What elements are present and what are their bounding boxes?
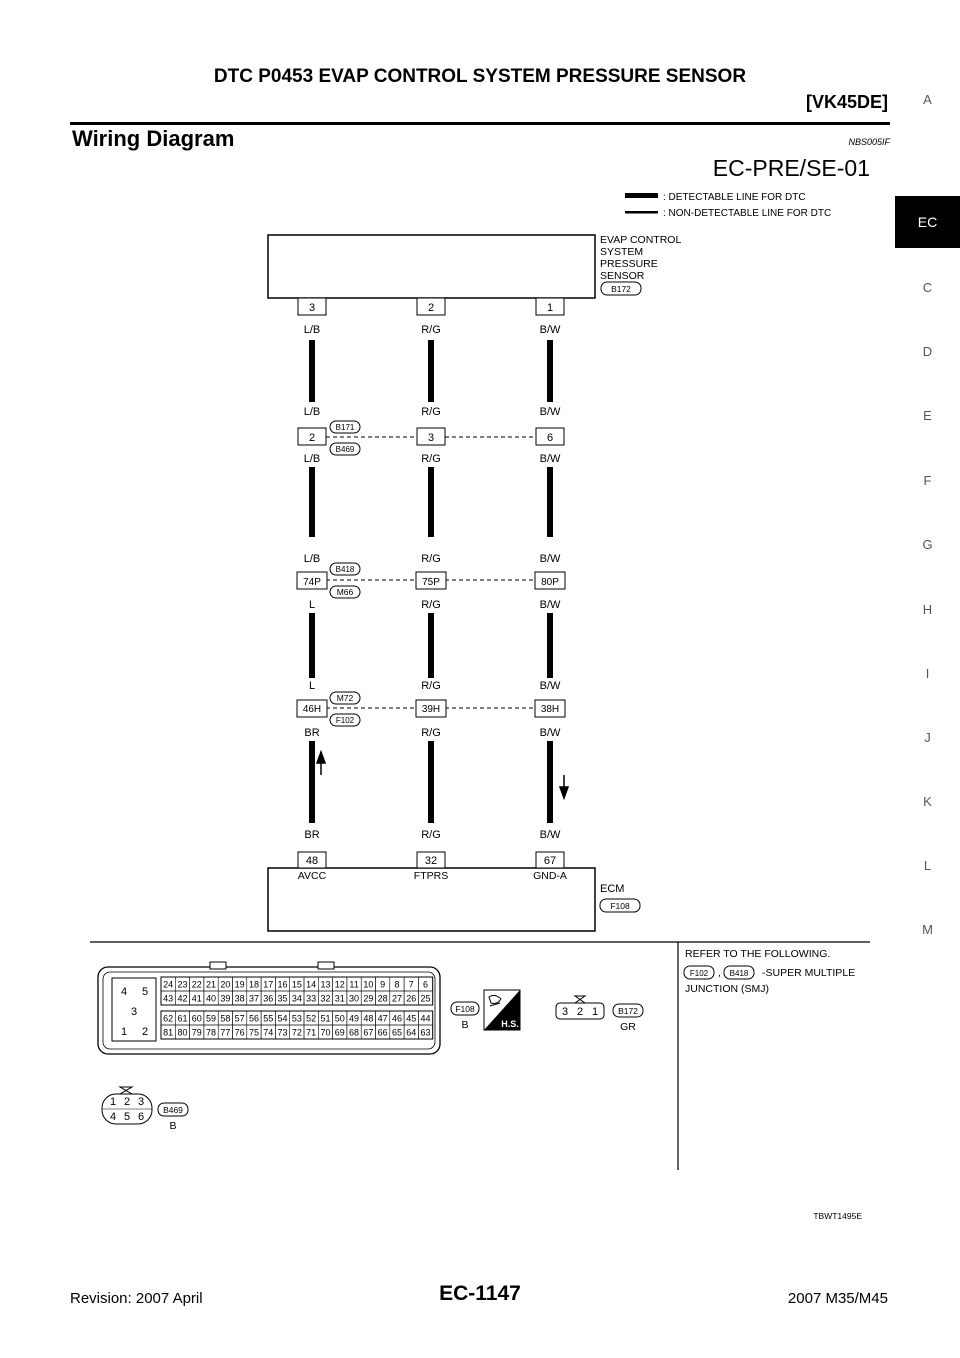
f108-latch [318, 962, 334, 969]
diagram-id: EC-PRE/SE-01 [712, 155, 870, 181]
wire-color-label: B/W [539, 829, 561, 841]
wire-color-label: L/B [303, 453, 321, 465]
refer-line-1: REFER TO THE FOLLOWING. [685, 948, 831, 960]
f108-pin-label: 3 [130, 1006, 138, 1018]
wire-color-label: R/G [421, 453, 441, 465]
f108-pin-number: 50 [334, 1013, 345, 1024]
junction-pin-label: 39H [421, 704, 441, 715]
f108-pin-number: 27 [391, 993, 402, 1004]
index-tab-d[interactable]: D [922, 344, 933, 359]
f108-view-label: F108 [455, 1004, 475, 1014]
f108-pin-number: 36 [263, 993, 274, 1004]
wire-color-label: B/W [539, 553, 561, 565]
f108-pin-number: 20 [220, 979, 231, 990]
f108-pin-number: 33 [306, 993, 317, 1004]
b172-pin-label: 1 [591, 1006, 599, 1018]
index-tab-g[interactable]: G [922, 537, 933, 552]
f108-pin-number: 25 [420, 993, 431, 1004]
b172-color-label: GR [620, 1021, 636, 1033]
f108-pin-number: 29 [363, 993, 374, 1004]
f108-pin-number: 76 [234, 1027, 245, 1038]
f108-pin-number: 37 [248, 993, 259, 1004]
wire-color-label: BR [304, 829, 320, 841]
f108-pin-number: 6 [423, 979, 429, 990]
wire-line [547, 467, 553, 537]
connector-face-b172 [556, 996, 643, 1033]
refer-connector-2: B418 [729, 969, 749, 978]
connector-label: F102 [335, 716, 355, 725]
wire-color-label: L/B [303, 553, 321, 565]
section-title: Wiring Diagram [72, 126, 235, 151]
refer-line-2: -SUPER MULTIPLE [762, 967, 856, 979]
f108-pin-number: 7 [408, 979, 414, 990]
wire-color-label: B/W [539, 324, 561, 336]
f108-pin-number: 30 [349, 993, 360, 1004]
wire-line [547, 340, 553, 402]
junction-pin-label: 75P [422, 577, 440, 588]
sensor-connector-label: B172 [611, 284, 631, 294]
b469-pin-label: 6 [137, 1111, 145, 1123]
figure-code: TBWT1495E [813, 1211, 862, 1221]
wire-color-label: BR [304, 727, 320, 739]
f108-pin-number: 64 [406, 1027, 417, 1038]
b469-pin-label: 4 [109, 1111, 117, 1123]
f108-pin-number: 56 [248, 1013, 259, 1024]
f108-pin-number: 73 [277, 1027, 288, 1038]
f108-pin-number: 8 [394, 979, 400, 990]
f108-pin-number: 43 [163, 993, 174, 1004]
section-code: NBS005IF [848, 137, 890, 147]
junction-pin-label: 80P [541, 577, 559, 588]
connector-label: B171 [335, 423, 355, 432]
wire-line [309, 467, 315, 537]
index-tab-ec[interactable]: EC [895, 196, 960, 248]
wire-line [428, 340, 434, 402]
b469-pin-label: 5 [123, 1111, 131, 1123]
f108-pin-number: 58 [220, 1013, 231, 1024]
f108-pin-number: 31 [334, 993, 345, 1004]
signal-arrow-up-icon [317, 752, 325, 775]
f108-pin-number: 65 [391, 1027, 402, 1038]
f108-pin-number: 77 [220, 1027, 231, 1038]
harness-side-icon [484, 990, 520, 1030]
connector-label: M66 [336, 587, 354, 597]
b172-pin-label: 2 [576, 1006, 584, 1018]
connector-label: B418 [335, 565, 355, 574]
ecm-signal-label: GND-A [533, 870, 567, 882]
wire-color-label: R/G [421, 829, 441, 841]
f108-pin-number: 17 [263, 979, 274, 990]
f108-pin-number: 12 [334, 979, 345, 990]
index-tab-l[interactable]: L [923, 858, 932, 873]
f108-pin-number: 46 [391, 1013, 402, 1024]
engine-model-label: [VK45DE] [805, 92, 888, 112]
f108-pin-number: 45 [406, 1013, 417, 1024]
ecm-pin-label: 48 [305, 855, 319, 867]
page-number: EC-1147 [439, 1282, 521, 1305]
f108-pin-number: 22 [191, 979, 202, 990]
f108-pin-number: 40 [206, 993, 217, 1004]
connector-label: B469 [335, 445, 355, 454]
sensor-name-line-1: EVAP CONTROL [600, 234, 682, 246]
f108-pin-number: 79 [191, 1027, 202, 1038]
wire-line [428, 467, 434, 537]
f108-pin-label: 1 [120, 1026, 128, 1038]
f108-pin-number: 51 [320, 1013, 331, 1024]
b469-color-label: B [169, 1120, 177, 1132]
connector-face-f108 [98, 962, 440, 1054]
f108-pin-number: 70 [320, 1027, 331, 1038]
f108-pin-number: 42 [177, 993, 188, 1004]
junction-pin-label: 2 [308, 432, 316, 444]
index-tab-i[interactable]: I [925, 666, 930, 681]
f108-pin-number: 74 [263, 1027, 274, 1038]
sensor-box [268, 235, 595, 298]
wire-color-label: B/W [539, 727, 561, 739]
junction-m72-f102 [297, 680, 568, 823]
legend [625, 192, 831, 219]
f108-pin-number: 59 [206, 1013, 217, 1024]
b469-pin-label: 3 [137, 1096, 145, 1108]
junction-b418-m66 [297, 553, 565, 678]
wire-color-label: B/W [539, 406, 561, 418]
footer-model: 2007 M35/M45 [787, 1290, 888, 1307]
f108-pin-number: 9 [380, 979, 386, 990]
f108-pin-number: 66 [377, 1027, 388, 1038]
f108-pin-number: 49 [349, 1013, 360, 1024]
signal-arrow-down-icon [560, 775, 568, 798]
f108-pin-number: 10 [363, 979, 374, 990]
f108-pin-number: 14 [306, 979, 317, 990]
f108-pin-number: 48 [363, 1013, 374, 1024]
f108-pin-number: 53 [291, 1013, 302, 1024]
legend-detectable-text: : DETECTABLE LINE FOR DTC [663, 192, 806, 203]
index-tab-j[interactable]: J [924, 730, 931, 745]
f108-pin-number: 26 [406, 993, 417, 1004]
wire-color-label: R/G [421, 599, 441, 611]
b172-pin-label: 3 [561, 1006, 569, 1018]
wire-line [309, 613, 315, 678]
f108-pin-number: 54 [277, 1013, 288, 1024]
wire-line [547, 741, 553, 823]
b469-pin-label: 2 [123, 1096, 131, 1108]
f108-pin-number: 44 [420, 1013, 431, 1024]
f108-pin-number: 72 [291, 1027, 302, 1038]
f108-pin-number: 81 [163, 1027, 174, 1038]
f108-pin-number: 68 [349, 1027, 360, 1038]
f108-pin-number: 18 [248, 979, 259, 990]
wire-color-label: L/B [303, 324, 321, 336]
junction-pin-label: 46H [302, 704, 322, 715]
ecm-connector-label: F108 [610, 901, 630, 911]
index-tab-f[interactable]: F [923, 473, 932, 488]
f108-pin-number: 62 [163, 1013, 174, 1024]
wire-color-label: B/W [539, 680, 561, 692]
connector-face-b469 [102, 1087, 188, 1132]
wire-color-label: R/G [421, 553, 441, 565]
ecm-pin-label: 67 [543, 855, 557, 867]
sensor-name-line-4: SENSOR [600, 270, 645, 282]
legend-thin-line [625, 211, 658, 214]
junction-pin-label: 6 [546, 432, 554, 444]
index-tab-e[interactable]: E [923, 408, 932, 423]
f108-pin-number: 28 [377, 993, 388, 1004]
ecm-name: ECM [600, 883, 625, 895]
junction-pin-label: 74P [303, 577, 321, 588]
sensor-pin-1-label: 1 [546, 302, 554, 314]
ecm-pin-label: 32 [424, 855, 438, 867]
f108-pin-number: 34 [291, 993, 302, 1004]
wire-color-label: L [308, 599, 316, 611]
f108-pin-number: 78 [206, 1027, 217, 1038]
b172-latch-icon [575, 996, 585, 1003]
wire-color-label: R/G [421, 727, 441, 739]
wire-segment-1 [304, 324, 561, 402]
connector-label: M72 [336, 693, 354, 703]
refer-line-3: JUNCTION (SMJ) [685, 983, 769, 995]
f108-latch [210, 962, 226, 969]
index-tab-c[interactable]: C [922, 280, 933, 295]
wire-line [309, 340, 315, 402]
f108-pin-number: 19 [234, 979, 245, 990]
b469-pin-label: 1 [109, 1096, 117, 1108]
f108-pin-number: 63 [420, 1027, 431, 1038]
ecm-signal-label: FTPRS [413, 870, 449, 882]
wire-line [428, 741, 434, 823]
f108-pin-number: 16 [277, 979, 288, 990]
f108-pin-label: 2 [141, 1026, 149, 1038]
legend-thick-line [625, 193, 658, 198]
ecm-signal-label: AVCC [297, 870, 327, 882]
sensor-pin-2-label: 2 [427, 302, 435, 314]
index-tab-h[interactable]: H [922, 602, 933, 617]
sensor-pin-3-label: 3 [308, 302, 316, 314]
wire-color-label: R/G [421, 406, 441, 418]
f108-pin-label: 5 [141, 986, 149, 998]
f108-pin-number: 67 [363, 1027, 374, 1038]
index-tab-m[interactable]: M [922, 922, 933, 937]
sensor-name-line-2: SYSTEM [600, 246, 644, 258]
refer-note [684, 948, 855, 995]
f108-pin-number: 32 [320, 993, 331, 1004]
legend-non-detectable-text: : NON-DETECTABLE LINE FOR DTC [663, 208, 832, 219]
f108-pin-number: 52 [306, 1013, 317, 1024]
junction-pin-label: 3 [427, 432, 435, 444]
evap-pressure-sensor [268, 234, 681, 315]
f108-pin-number: 11 [349, 979, 359, 990]
refer-separator: , [718, 967, 721, 979]
page-header-title: DTC P0453 EVAP CONTROL SYSTEM PRESSURE SENSOR [213, 66, 747, 87]
junction-pin-label: 38H [540, 704, 560, 715]
index-tab-k[interactable]: K [923, 794, 932, 809]
b469-view-label: B469 [163, 1105, 183, 1115]
wire-color-label: L/B [303, 406, 321, 418]
f108-pin-number: 75 [248, 1027, 259, 1038]
f108-pin-number: 61 [177, 1013, 188, 1024]
f108-pin-number: 71 [306, 1027, 317, 1038]
f108-pin-number: 60 [191, 1013, 202, 1024]
b469-latch-icon [120, 1087, 132, 1094]
f108-pin-number: 80 [177, 1027, 188, 1038]
f108-pin-number: 38 [234, 993, 245, 1004]
f108-pin-number: 21 [206, 979, 217, 990]
f108-pin-number: 39 [220, 993, 231, 1004]
footer-revision: Revision: 2007 April [70, 1290, 203, 1307]
sensor-name-line-3: PRESSURE [600, 258, 658, 270]
f108-pin-number: 35 [277, 993, 288, 1004]
f108-pin-number: 23 [177, 979, 188, 990]
f108-pin-label: 4 [120, 986, 128, 998]
wire-line [309, 741, 315, 823]
f108-pin-number: 55 [263, 1013, 274, 1024]
f108-pin-number: 69 [334, 1027, 345, 1038]
hs-label: H.S. [501, 1019, 519, 1029]
f108-pin-number: 47 [377, 1013, 388, 1024]
wire-line [428, 613, 434, 678]
ecm-block [268, 829, 640, 931]
f108-color-label: B [461, 1019, 469, 1031]
wire-color-label: R/G [421, 680, 441, 692]
f108-pin-number: 15 [291, 979, 302, 990]
index-tab-a[interactable]: A [923, 92, 932, 107]
wire-color-label: R/G [421, 324, 441, 336]
wire-color-label: B/W [539, 453, 561, 465]
f108-pin-number: 13 [320, 979, 331, 990]
f108-pin-number: 24 [163, 979, 174, 990]
wire-line [547, 613, 553, 678]
junction-b171-b469 [298, 406, 564, 537]
wire-color-label: B/W [539, 599, 561, 611]
wire-color-label: L [308, 680, 316, 692]
f108-pin-number: 57 [234, 1013, 245, 1024]
f108-pin-number: 41 [191, 993, 202, 1004]
refer-connector-1: F102 [689, 969, 709, 978]
b172-view-label: B172 [618, 1006, 638, 1016]
